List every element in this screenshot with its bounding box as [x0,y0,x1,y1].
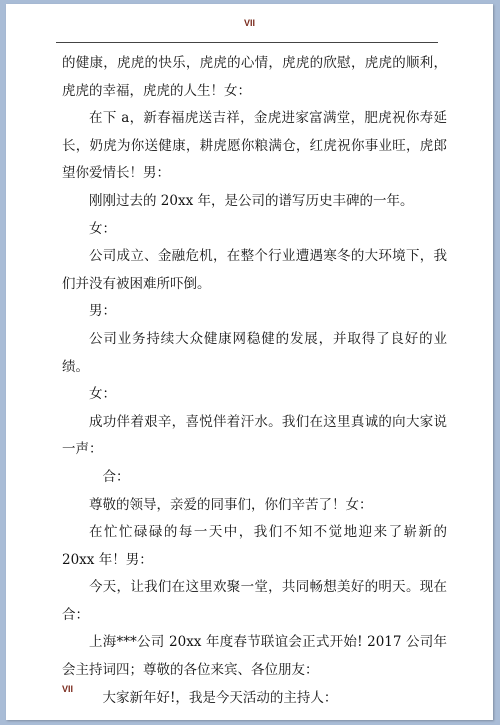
paragraph-8: 女： [89,386,116,403]
paragraph-11: 尊敬的领导，亲爱的同事们，你们辛苦了！女： [89,496,373,513]
paragraph-2: 在下 a，新春福虎送吉祥，金虎进家富满堂，肥虎祝你寿延长，奶虎为你送健康，耕虎愿你粮满仓，红虎祝你事业旺，虎郎望你爱情长！男： [62,110,447,182]
header-page-number: VII [243,18,255,28]
paragraph-1: 的健康，虎虎的快乐，虎虎的心情，虎虎的欣慰，虎虎的顺利，虎虎的幸福，虎虎的人生！女： [62,55,447,99]
paragraph-14: 上海***公司 20xx 年度春节联谊会正式开始! 2017 公司年会主持词四；尊敬的各位来宾、各位朋友： [62,634,447,679]
header-rule [56,42,438,43]
footer-page-number: VII [62,684,74,694]
paragraph-9: 成功伴着艰辛，喜悦伴着汗水。我们在这里真诚的向大家说一声： [62,413,447,458]
paragraph-6: 男： [89,303,116,320]
paragraph-4: 女： [89,220,116,237]
paragraph-7: 公司业务持续大众健康网稳健的发展，并取得了良好的业绩。 [62,330,447,375]
paragraph-3: 刚刚过去的 20xx 年，是公司的谱写历史丰碑的一年。 [89,192,414,209]
document-page [6,4,493,720]
paragraph-15: 大家新年好!，我是今天活动的主持人： [102,689,338,706]
paragraph-12: 在忙忙碌碌的每一天中，我们不知不觉地迎来了崭新的 20xx 年！男： [62,524,447,568]
paragraph-5: 公司成立、金融危机，在整个行业遭遇寒冬的大环境下，我们并没有被困难所吓倒。 [62,248,447,292]
document-body [62,50,447,712]
paragraph-10: 合： [102,468,130,485]
paragraph-13: 今天，让我们在这里欢聚一堂，共同畅想美好的明天。现在 合： [62,579,447,623]
